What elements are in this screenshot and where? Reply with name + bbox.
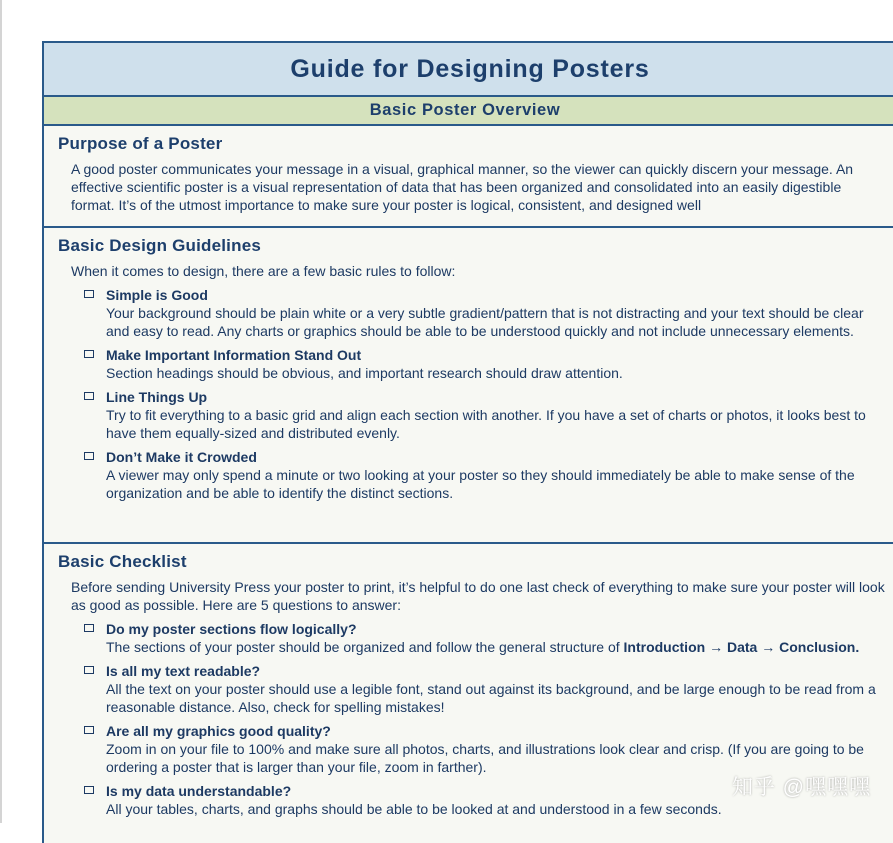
checklist-item [84,448,888,502]
page-edge [0,0,2,823]
checklist-item [84,722,888,776]
item-text [106,638,888,656]
item-title: Simple is Good [106,287,208,303]
arrow-right-icon: → [761,639,776,655]
item-text: Zoom in on your file to 100% and make sure all photos, charts, and illustrations look clear and crisp. (If you are going to be ordering a poster that is larger than your file, zoom in farther). [106,741,864,775]
section-heading: Basic Design Guidelines [58,236,261,255]
section-intro: When it comes to design, there are a few basic rules to follow: [71,263,456,279]
flow-conclusion: Conclusion. [779,639,860,655]
checklist-item [84,286,888,340]
item-title: Is all my text readable? [106,663,261,679]
document-title: Guide for Designing Posters [290,54,650,83]
flow-introduction: Introduction [623,639,706,655]
watermark-text: 知乎 @嘿嘿嘿 [731,776,871,799]
checkbox-icon [84,786,94,794]
section-heading: Purpose of a Poster [58,134,223,153]
document-subtitle: Basic Poster Overview [369,101,561,119]
item-text: A viewer may only spend a minute or two looking at your poster so they should immediately be able to make sense of the organization and be able to identify the distinct sections. [106,467,855,501]
item-text-prefix: The sections of your poster should be organized and follow the general structure of [106,639,624,655]
poster-guide-document [42,41,893,843]
checkbox-icon [84,290,94,298]
section-intro: Before sending University Press your poster to print, it’s helpful to do one last check of everything to make sure your poster will look as good as possible. Here are 5 questions to answer: [71,579,885,613]
checkbox-icon [84,350,94,358]
checkbox-icon [84,726,94,734]
checkbox-icon [84,452,94,460]
item-text: Your background should be plain white or a very subtle gradient/pattern that is not distracting and your text should be clear and easy to read. Any charts or graphics should be able to be understood quickly and not include unnecessary elements. [106,305,864,339]
checklist-item [84,388,888,442]
item-title: Line Things Up [106,389,208,405]
checklist-item [84,346,888,382]
item-title: Make Important Information Stand Out [106,347,362,363]
arrow-right-icon: → [709,639,724,655]
item-text: Section headings should be obvious, and important research should draw attention. [106,365,623,381]
checkbox-icon [84,624,94,632]
section-intro: A good poster communicates your message in a visual, graphical manner, so the viewer can quickly discern your message. An effective scientific poster is a visual representation of data that has been organized and consolidated into an easily digestible format. It’s of the utmost importance to make sure your poster is logical, consistent, and designed well [71,161,854,213]
title-banner [44,43,893,97]
flow-data: Data [726,639,758,655]
section-design-guidelines [44,228,893,544]
checklist-item [84,662,888,716]
section-purpose [44,126,893,228]
item-title: Are all my graphics good quality? [106,723,331,739]
subtitle-banner [44,97,893,126]
item-title: Don’t Make it Crowded [106,449,257,465]
checklist-item [84,620,888,656]
item-title: Is my data understandable? [106,783,292,799]
section-heading: Basic Checklist [58,552,187,571]
item-text: All the text on your poster should use a legible font, stand out against its background, and be large enough to be read from a reasonable distance. Also, check for spelling mistakes! [106,681,876,715]
item-title: Do my poster sections flow logically? [106,621,357,637]
item-text: All your tables, charts, and graphs should be able to be looked at and understood in a few seconds. [106,801,722,817]
checkbox-icon [84,666,94,674]
item-text: Try to fit everything to a basic grid and align each section with another. If you have a set of charts or photos, it looks best to have them equally-sized and distributed evenly. [106,407,866,441]
checkbox-icon [84,392,94,400]
